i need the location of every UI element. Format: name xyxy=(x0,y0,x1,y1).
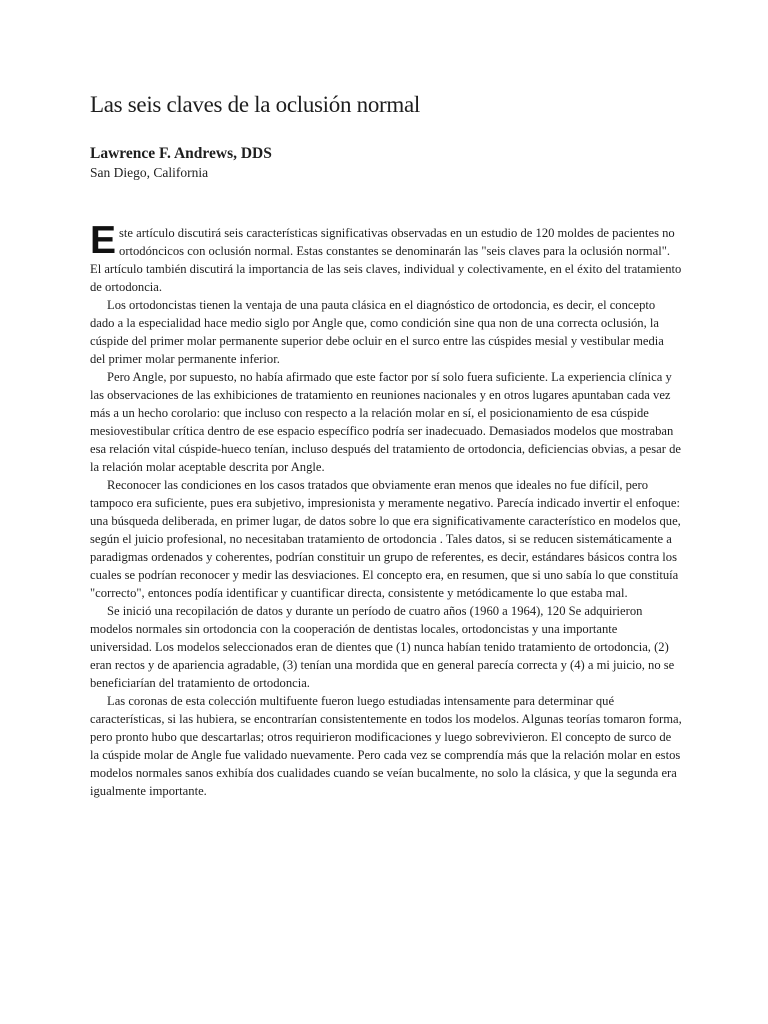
paragraph-5: Se inició una recopilación de datos y durante un período de cuatro años (1960 a 1964), 120 Se adquirieron modelos normales sin ortodoncia con la cooperación de dentistas locales, ortodoncistas y una importante universidad. Los modelos seleccionados eran de dientes que (1) nunca habían tenido tratamiento de ortodoncia, (2) eran rectos y de apariencia agradable, (3) tenían una mordida que en general parecía correcta y (4) a mi juicio, no se beneficiarían del tratamiento de ortodoncia. xyxy=(90,604,675,690)
paragraph-2: Los ortodoncistas tienen la ventaja de una pauta clásica en el diagnóstico de ortodoncia, es decir, el concepto dado a la especialidad hace medio siglo por Angle que, como condición sine qua non de una correcta oclusión, la cúspide del primer molar permanente superior debe ocluir en el surco entre las cúspides mesial y vestibular media del primer molar permanente inferior. xyxy=(90,298,664,366)
paragraph-3: Pero Angle, por supuesto, no había afirmado que este factor por sí solo fuera suficiente. La experiencia clínica y las observaciones de las exhibiciones de tratamiento en reuniones nacionales y en otros lugares apuntaban cada vez más a un hecho corolario: que incluso con respecto a la relación molar en sí, el posicionamiento de esa cúspide mesiovestibular crítica dentro de ese espacio específico podría ser inadecuado. Demasiados modelos que mostraban esa relación vital cúspide-hueco tenían, incluso después del tratamiento de ortodoncia, deficiencias obvias, a pesar de la relación molar aceptable descrita por Angle. xyxy=(90,370,681,474)
paragraph-6: Las coronas de esta colección multifuente fueron luego estudiadas intensamente para determinar qué características, si las hubiera, se encontrarían consistentemente en todos los modelos. Algunas teorías tomaron forma, pero pronto hubo que descartarlas; otros requirieron modificaciones y luego sobrevivieron. El concepto de surco de la cúspide molar de Angle fue validado nuevamente. Pero cada vez se comprendía más que la relación molar en estos modelos normales sanos exhibía dos cualidades cuando se veían bucalmente, no solo la clásica, y que la segunda era igualmente importante. xyxy=(90,694,682,798)
author-name: Lawrence F. Andrews, DDS xyxy=(90,145,272,162)
paragraph-4: Reconocer las condiciones en los casos tratados que obviamente eran menos que ideales no fue difícil, pero tampoco era suficiente, pues era subjetivo, impresionista y meramente negativo. Parecía indicado invertir el enfoque: una búsqueda deliberada, en primer lugar, de datos sobre lo que era significativamente característico en modelos que, según el juicio profesional, no necesitaban tratamiento de ortodoncia . Tales datos, si se reducen sistemáticamente a paradigmas ordenados y coherentes, podrían constituir un grupo de referentes, es decir, estándares básicos contra los cuales se podrían reconocer y medir las desviaciones. El concepto era, en resumen, que si uno sabía lo que constituía "correcto", entonces podía identificar y cuantificar directa, consistente y metódicamente lo que estaba mal. xyxy=(90,478,681,600)
article-title: Las seis claves de la oclusión normal xyxy=(90,92,420,117)
author-location: San Diego, California xyxy=(90,165,209,180)
paragraph-1 xyxy=(90,219,682,296)
article-body xyxy=(90,219,682,800)
paragraph-1-text: ste artículo discutirá seis características significativas observadas en un estudio de 120 moldes de pacientes no ortodóncicos con oclusión normal. Estas constantes se denominarán las "seis claves para la oclusión normal". El artículo también discutirá la importancia de las seis claves, individual y colectivamente, en el éxito del tratamiento de ortodoncia. xyxy=(90,226,682,294)
drop-cap: E xyxy=(90,219,117,262)
